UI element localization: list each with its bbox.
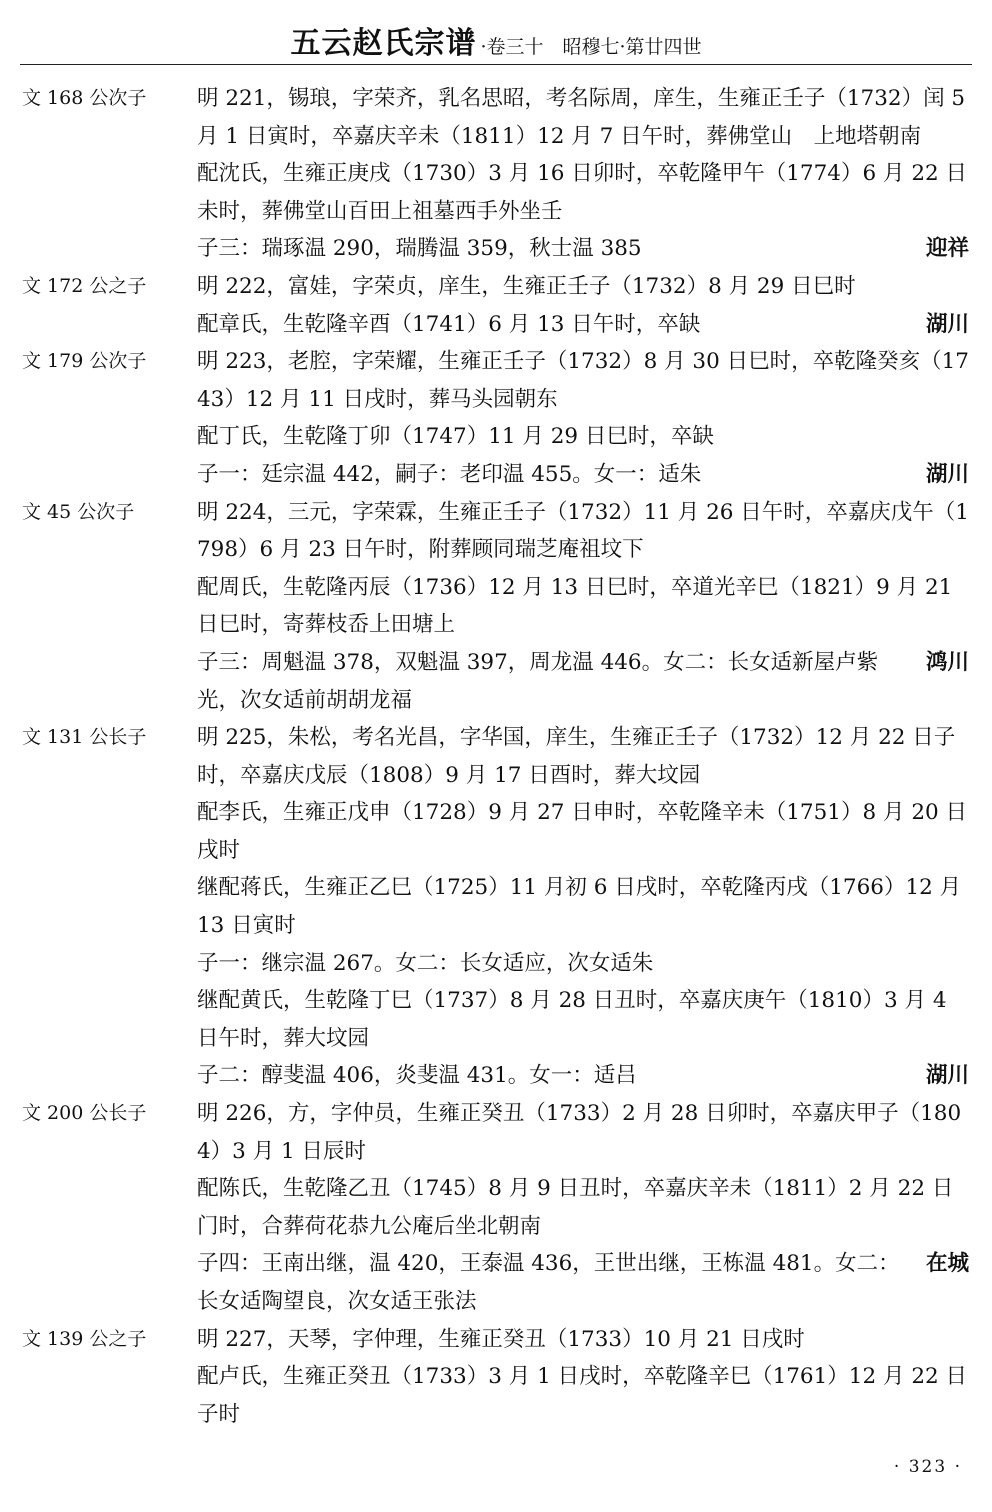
entry-line-text: 明 223，老腔，字荣耀，生雍正壬子（1732）8 月 30 日巳时，卒乾隆癸亥（1743）12 月 11 日戌时，葬马头园朝东	[197, 349, 969, 412]
entry-line-text: 配沈氏，生雍正庚戌（1730）3 月 16 日卯时，卒乾隆甲午（1774）6 月 22 日未时，葬佛堂山百田上祖墓西手外坐壬	[197, 161, 968, 224]
genealogy-entry	[0, 494, 992, 720]
entry-body	[197, 343, 969, 493]
genealogy-entry	[0, 343, 992, 493]
father-label: 文 139 公之子	[22, 1327, 147, 1350]
entry-body	[197, 1321, 969, 1434]
entry-line-text: 配周氏，生乾隆丙辰（1736）12 月 13 日巳时，卒道光辛巳（1821）9 月 21 日巳时，寄葬枝岙上田塘上	[197, 574, 953, 638]
entry-line-text: 明 227，天琴，字仲理，生雍正癸丑（1733）10 月 21 日戌时	[197, 1326, 805, 1352]
entry-line-text: 配李氏，生雍正戊申（1728）9 月 27 日申时，卒乾隆辛未（1751）8 月 20 日戌时	[197, 800, 968, 863]
father-label: 文 168 公次子	[22, 87, 147, 109]
entry-line	[197, 569, 969, 644]
entry-line	[197, 1170, 969, 1245]
entry-line-text: 继配黄氏，生乾隆丁巳（1737）8 月 28 日丑时，卒嘉庆庚午（1810）3 月 4 日午时，葬大坟园	[197, 988, 947, 1051]
entry-line	[197, 418, 969, 456]
entry-line-text: 子一：继宗温 267。女二：长女适应，次女适朱	[197, 950, 654, 976]
entry-line	[197, 230, 969, 268]
father-label: 文 45 公次子	[22, 500, 135, 523]
entry-line-text: 子二：醇斐温 406，炎斐温 431。女一：适吕	[197, 1063, 637, 1089]
genealogy-entry	[0, 80, 992, 268]
genealogy-entry	[0, 1095, 992, 1321]
entry-line-text: 配章氏，生乾隆辛酉（1741）6 月 13 日午时，卒缺	[197, 311, 701, 337]
entry-line	[197, 719, 969, 794]
entry-line-text: 子四：王南出继，温 420，王泰温 436，王世出继，王栋温 481。女二：长女适陶望良，次女适王张法	[197, 1251, 900, 1314]
entry-line-text: 配丁氏，生乾隆丁卯（1747）11 月 29 日巳时，卒缺	[197, 424, 714, 450]
entry-line	[197, 794, 969, 869]
entry-line	[197, 268, 969, 306]
entry-body	[197, 1095, 969, 1321]
entry-line	[197, 306, 969, 344]
entry-line	[197, 1245, 969, 1320]
entry-line-text: 继配蒋氏，生雍正乙巳（1725）11 月初 6 日戌时，卒乾隆丙戌（1766）12 月 13 日寅时	[197, 875, 962, 939]
entry-line	[197, 945, 969, 983]
father-label: 文 179 公次子	[22, 350, 147, 373]
genealogy-entry	[0, 719, 992, 1095]
entry-line-text: 明 224，三元，字荣霖，生雍正壬子（1732）11 月 26 日午时，卒嘉庆戊午（1798）6 月 23 日午时，附葬顾同瑞芝庵祖坟下	[197, 499, 969, 563]
entry-line	[197, 1321, 969, 1359]
entry-body	[197, 80, 969, 268]
entry-line	[197, 1057, 969, 1095]
father-label: 文 200 公长子	[22, 1102, 147, 1125]
entry-line	[197, 1358, 969, 1433]
header-rule	[20, 64, 972, 65]
genealogy-entry	[0, 268, 992, 343]
entry-line	[197, 982, 969, 1057]
entry-line-text: 子一：廷宗温 442，嗣子：老印温 455。女一：适朱	[197, 461, 702, 487]
genealogy-entries	[0, 80, 992, 1433]
entry-line-text: 明 225，朱松，考名光昌，字华国，庠生，生雍正壬子（1732）12 月 22 日子时，卒嘉庆戊辰（1808）9 月 17 日酉时，葬大坟园	[197, 725, 956, 788]
page-header	[0, 18, 992, 62]
entry-line-text: 明 221，锡琅，字荣齐，乳名思昭，考名际周，庠生，生雍正壬子（1732）闰 5 月 1 日寅时，卒嘉庆辛未（1811）12 月 7 日午时，葬佛堂山 上地塔朝南	[197, 86, 966, 149]
entry-line	[197, 494, 969, 569]
entry-line	[197, 644, 969, 719]
entry-line	[197, 1095, 969, 1170]
residence-label: 湖川	[925, 1063, 969, 1089]
genealogy-entry	[0, 1321, 992, 1434]
father-label: 文 131 公长子	[22, 726, 147, 749]
entry-line	[197, 869, 969, 944]
page-number: · 323 ·	[893, 1457, 962, 1477]
entry-body	[197, 268, 969, 343]
entry-line	[197, 155, 969, 230]
entry-line-text: 明 226，方，字仲员，生雍正癸丑（1733）2 月 28 日卯时，卒嘉庆甲子（1804）3 月 1 日辰时	[197, 1101, 962, 1164]
volume-subtitle: ·卷三十 昭穆七·第廿四世	[480, 36, 702, 58]
entry-line-text: 子三：周魁温 378，双魁温 397，周龙温 446。女二：长女适新屋卢紫光，次女适前胡胡龙福	[197, 649, 879, 713]
father-label: 文 172 公之子	[22, 274, 147, 297]
book-title: 五云赵氏宗谱	[290, 26, 477, 61]
entry-line-text: 配卢氏，生雍正癸丑（1733）3 月 1 日戌时，卒乾隆辛巳（1761）12 月 22 日子时	[197, 1364, 968, 1427]
entry-line	[197, 343, 969, 418]
entry-line	[197, 456, 969, 494]
entry-body	[197, 494, 969, 720]
entry-line	[197, 80, 969, 155]
residence-label: 在城	[925, 1251, 969, 1277]
residence-label: 湖川	[925, 311, 969, 337]
entry-line-text: 子三：瑞琢温 290，瑞腾温 359，秋士温 385	[197, 236, 642, 262]
residence-label: 迎祥	[925, 236, 969, 262]
entry-line-text: 明 222，富娃，字荣贞，庠生，生雍正壬子（1732）8 月 29 日巳时	[197, 273, 856, 299]
residence-label: 鸿川	[925, 649, 969, 675]
entry-line-text: 配陈氏，生乾隆乙丑（1745）8 月 9 日丑时，卒嘉庆辛未（1811）2 月 22 日门时，合葬荷花恭九公庵后坐北朝南	[197, 1176, 954, 1239]
entry-body	[197, 719, 969, 1095]
residence-label: 湖川	[925, 461, 969, 487]
